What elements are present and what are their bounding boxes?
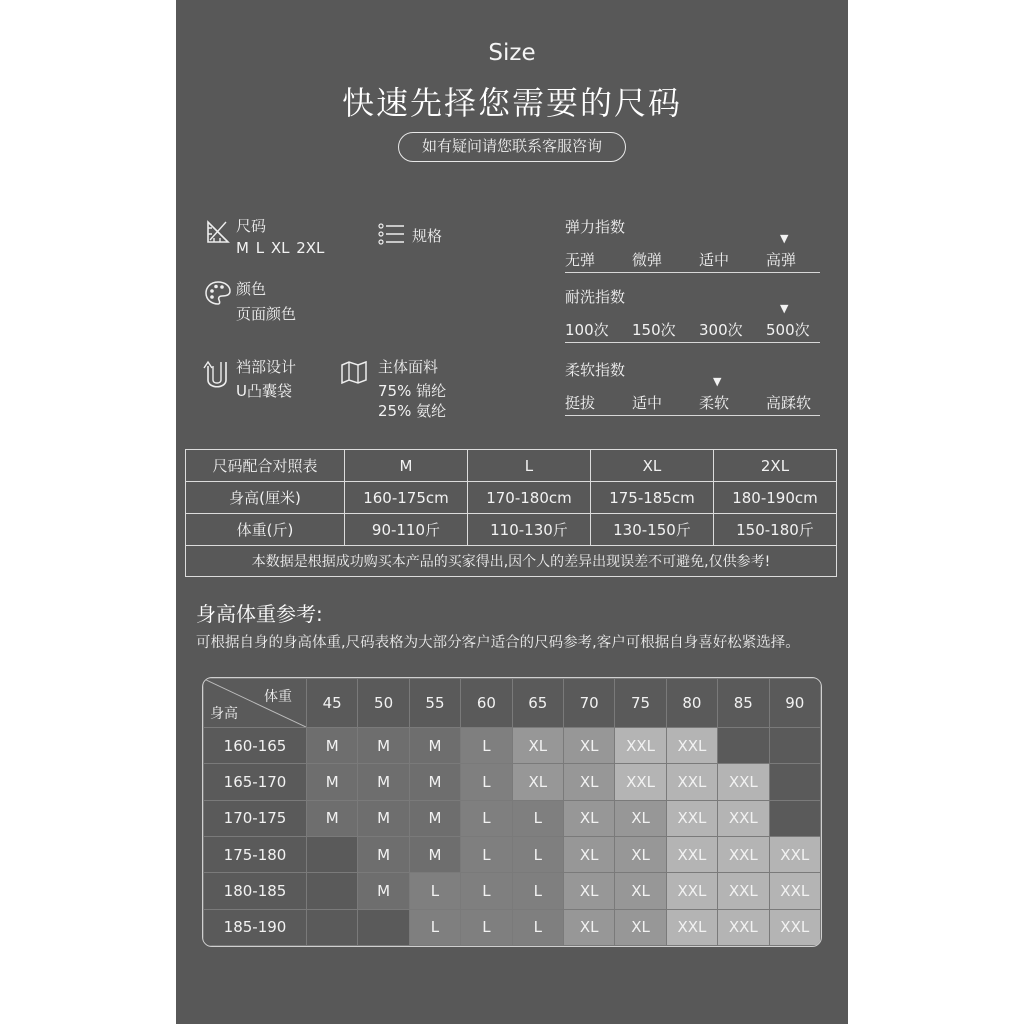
grid-size-cell: M (307, 728, 358, 764)
size-table-header-row (186, 450, 837, 482)
list-icon (378, 222, 406, 246)
grid-size-cell: XL (563, 873, 614, 909)
grid-size-cell: M (307, 764, 358, 800)
index-title: 弹力指数 (565, 218, 626, 236)
grid-size-cell: XL (563, 909, 614, 945)
size-table-height-row (186, 482, 837, 514)
grid-size-cell: L (512, 800, 563, 836)
grid-size-cell (307, 836, 358, 872)
index-option: 适中 (632, 394, 663, 412)
table-cell: 170-180cm (467, 482, 590, 514)
grid-size-cell: L (512, 873, 563, 909)
grid-size-cell: M (307, 800, 358, 836)
grid-weight-header: 90 (769, 679, 820, 728)
feature-size-label: 尺码 (236, 217, 267, 235)
grid-size-cell (307, 909, 358, 945)
feature-fabric-label: 主体面料 (378, 358, 439, 376)
grid-size-cell: XXL (769, 909, 820, 945)
grid-size-cell: XXL (718, 764, 769, 800)
index-option: 150次 (632, 321, 676, 339)
grid-size-cell: XL (563, 764, 614, 800)
grid-size-cell: XXL (769, 873, 820, 909)
grid-size-cell: XXL (615, 728, 666, 764)
table-header-cell: 2XL (713, 450, 836, 482)
grid-weight-header: 85 (718, 679, 769, 728)
selected-indicator-icon: ▼ (713, 375, 722, 388)
grid-header-row (204, 679, 821, 728)
grid-row (204, 764, 821, 800)
grid-size-cell: XXL (718, 836, 769, 872)
table-cell: 90-110斤 (345, 514, 468, 546)
table-cell: 160-175cm (345, 482, 468, 514)
grid-height-label: 175-180 (204, 836, 307, 872)
grid-size-cell (769, 800, 820, 836)
grid-size-cell: L (512, 836, 563, 872)
grid-height-label: 165-170 (204, 764, 307, 800)
index-option: 500次 (766, 321, 810, 339)
feature-color-value: 页面颜色 (236, 305, 297, 323)
grid-weight-header: 60 (461, 679, 512, 728)
grid-weight-axis-label: 体重 (264, 689, 292, 705)
grid-size-cell: XL (615, 909, 666, 945)
grid-size-cell: L (461, 800, 512, 836)
grid-size-cell (769, 728, 820, 764)
grid-size-cell: XL (563, 728, 614, 764)
fabric-map-icon (340, 360, 368, 384)
grid-size-cell: XL (512, 764, 563, 800)
grid-size-cell: L (512, 909, 563, 945)
grid-height-axis-label: 身高 (210, 706, 238, 722)
grid-size-cell (718, 728, 769, 764)
grid-size-cell: XXL (718, 873, 769, 909)
grid-size-cell: L (461, 764, 512, 800)
grid-size-cell (769, 764, 820, 800)
grid-size-cell: XXL (666, 728, 717, 764)
feature-crotch-value: U凸囊袋 (236, 382, 292, 400)
grid-size-cell (358, 909, 409, 945)
size-table-note-row (186, 546, 837, 577)
size-label: Size (488, 40, 536, 66)
grid-size-cell: XL (512, 728, 563, 764)
grid-size-cell: L (461, 728, 512, 764)
grid-size-cell: L (461, 873, 512, 909)
index-option: 高蹂软 (766, 394, 812, 412)
index-option: 适中 (699, 251, 730, 269)
grid-size-cell: XXL (718, 800, 769, 836)
table-cell: 身高(厘米) (186, 482, 345, 514)
grid-size-cell: XXL (666, 800, 717, 836)
consult-button[interactable]: 如有疑问请您联系客服咨询 (398, 132, 626, 162)
ruler-triangle-icon (204, 218, 232, 246)
grid-size-cell: M (358, 836, 409, 872)
feature-crotch-label: 裆部设计 (236, 358, 297, 376)
index-option: 100次 (565, 321, 609, 339)
grid-size-cell: M (409, 836, 460, 872)
grid-size-cell: XXL (718, 909, 769, 945)
index-title: 耐洗指数 (565, 288, 626, 306)
grid-size-cell (307, 873, 358, 909)
grid-size-cell: XXL (666, 909, 717, 945)
size-comparison-table (185, 449, 837, 577)
feature-spec-label: 规格 (412, 227, 443, 245)
grid-row (204, 800, 821, 836)
table-header-cell: M (345, 450, 468, 482)
grid-size-cell: M (358, 728, 409, 764)
reference-description: 可根据自身的身高体重,尺码表格为大部分客户适合的尺码参考,客户可根据自身喜好松紧选择。 (196, 635, 800, 651)
table-cell: 体重(斤) (186, 514, 345, 546)
grid-height-label: 170-175 (204, 800, 307, 836)
index-title: 柔软指数 (565, 361, 626, 379)
index-divider (565, 342, 820, 343)
table-header-cell: 尺码配合对照表 (186, 450, 345, 482)
table-header-cell: L (467, 450, 590, 482)
index-divider (565, 415, 820, 416)
grid-weight-header: 50 (358, 679, 409, 728)
feature-fabric-line1: 75% 锦纶 (378, 382, 447, 400)
page-title: 快速先择您需要的尺码 (341, 84, 682, 122)
grid-size-cell: XL (615, 800, 666, 836)
index-divider (565, 272, 820, 273)
feature-color-label: 颜色 (236, 280, 267, 298)
size-table-note: 本数据是根据成功购买本产品的买家得出,因个人的差异出现误差不可避免,仅供参考! (186, 546, 837, 577)
index-option: 300次 (699, 321, 743, 339)
table-cell: 180-190cm (713, 482, 836, 514)
u-pouch-icon (202, 356, 232, 394)
table-cell: 110-130斤 (467, 514, 590, 546)
grid-size-cell: XXL (666, 873, 717, 909)
grid-weight-header: 70 (563, 679, 614, 728)
grid-size-cell: XXL (769, 836, 820, 872)
grid-size-cell: M (409, 728, 460, 764)
feature-size-value: M L XL 2XL (236, 239, 325, 257)
grid-size-cell: L (409, 873, 460, 909)
grid-height-label: 160-165 (204, 728, 307, 764)
grid-size-cell: M (358, 764, 409, 800)
grid-size-cell: L (409, 909, 460, 945)
grid-size-cell: XXL (666, 764, 717, 800)
grid-weight-header: 80 (666, 679, 717, 728)
grid-size-cell: L (461, 836, 512, 872)
grid-weight-header: 65 (512, 679, 563, 728)
index-option: 无弹 (565, 251, 596, 269)
grid-size-cell: XXL (666, 836, 717, 872)
grid-size-cell: XL (563, 836, 614, 872)
grid-size-cell: M (358, 800, 409, 836)
table-cell: 130-150斤 (590, 514, 713, 546)
grid-size-cell: M (409, 764, 460, 800)
grid-size-cell: XL (563, 800, 614, 836)
table-cell: 150-180斤 (713, 514, 836, 546)
height-weight-grid (202, 677, 822, 947)
palette-icon (204, 280, 232, 306)
index-option: 微弹 (632, 251, 663, 269)
grid-weight-header: 75 (615, 679, 666, 728)
grid-row (204, 873, 821, 909)
grid-row (204, 909, 821, 945)
index-option: 柔软 (699, 394, 730, 412)
grid-size-cell: XXL (615, 764, 666, 800)
grid-height-label: 185-190 (204, 909, 307, 945)
index-option: 高弹 (766, 251, 797, 269)
reference-title: 身高体重参考: (196, 602, 323, 626)
grid-size-cell: M (409, 800, 460, 836)
size-table-weight-row (186, 514, 837, 546)
index-option: 挺拔 (565, 394, 596, 412)
grid-height-label: 180-185 (204, 873, 307, 909)
grid-size-cell: L (461, 909, 512, 945)
grid-size-cell: XL (615, 836, 666, 872)
selected-indicator-icon: ▼ (780, 302, 789, 315)
table-cell: 175-185cm (590, 482, 713, 514)
height-weight-table (203, 678, 821, 946)
grid-size-cell: M (358, 873, 409, 909)
grid-weight-header: 45 (307, 679, 358, 728)
grid-corner-cell (204, 679, 307, 728)
grid-weight-header: 55 (409, 679, 460, 728)
grid-row (204, 836, 821, 872)
table-header-cell: XL (590, 450, 713, 482)
grid-row (204, 728, 821, 764)
selected-indicator-icon: ▼ (780, 232, 789, 245)
feature-fabric-line2: 25% 氨纶 (378, 402, 447, 420)
grid-size-cell: XL (615, 873, 666, 909)
